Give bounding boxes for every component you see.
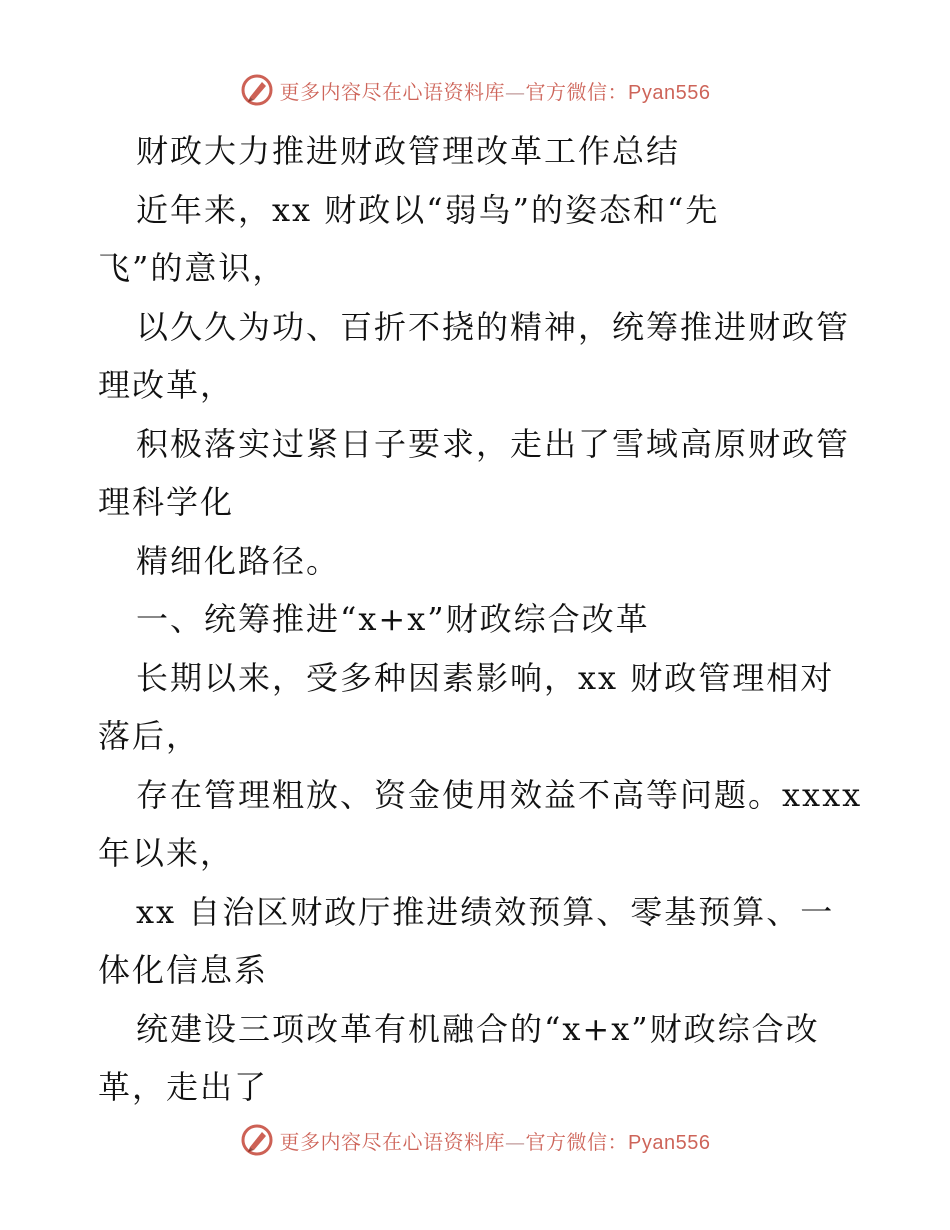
watermark-footer	[0, 1120, 950, 1160]
paragraph-line: 体化信息系	[98, 951, 269, 989]
paragraph-line: 积极落实过紧日子要求，走出了雪域高原财政管	[136, 424, 851, 463]
section-heading: 一、统筹推进“x+x”财政综合改革	[136, 600, 650, 638]
pen-logo-icon	[240, 1123, 274, 1157]
paragraph-line: 理科学化	[98, 483, 235, 521]
watermark-text: 更多内容尽在心语资料库—官方微信：Pyan556	[279, 79, 711, 104]
pen-logo-icon	[240, 73, 274, 107]
paragraph-line: 统建设三项改革有机融合的“x+x”财政综合改	[136, 1009, 820, 1048]
paragraph-line: 飞”的意识，	[98, 249, 287, 287]
paragraph-line: 长期以来，受多种因素影响，xx 财政管理相对	[136, 658, 835, 697]
paragraph-line: 精细化路径。	[136, 541, 341, 580]
paragraph-line: 革，走出了	[98, 1068, 269, 1106]
watermark-text: 更多内容尽在心语资料库—官方微信：Pyan556	[279, 1129, 711, 1154]
paragraph-line: 年以来，	[98, 834, 235, 872]
document-body	[98, 122, 863, 1117]
watermark-header	[0, 70, 950, 110]
paragraph-line: 存在管理粗放、资金使用效益不高等问题。xxxx	[136, 775, 863, 814]
paragraph-line: 近年来，xx 财政以“弱鸟”的姿态和“先	[136, 190, 720, 229]
paragraph-line: 以久久为功、百折不挠的精神，统筹推进财政管	[136, 307, 851, 346]
document-title: 财政大力推进财政管理改革工作总结	[136, 132, 681, 170]
paragraph-line: xx 自治区财政厅推进绩效预算、零基预算、一	[136, 892, 835, 931]
paragraph-line: 落后，	[98, 717, 201, 755]
paragraph-line: 理改革，	[98, 366, 235, 404]
